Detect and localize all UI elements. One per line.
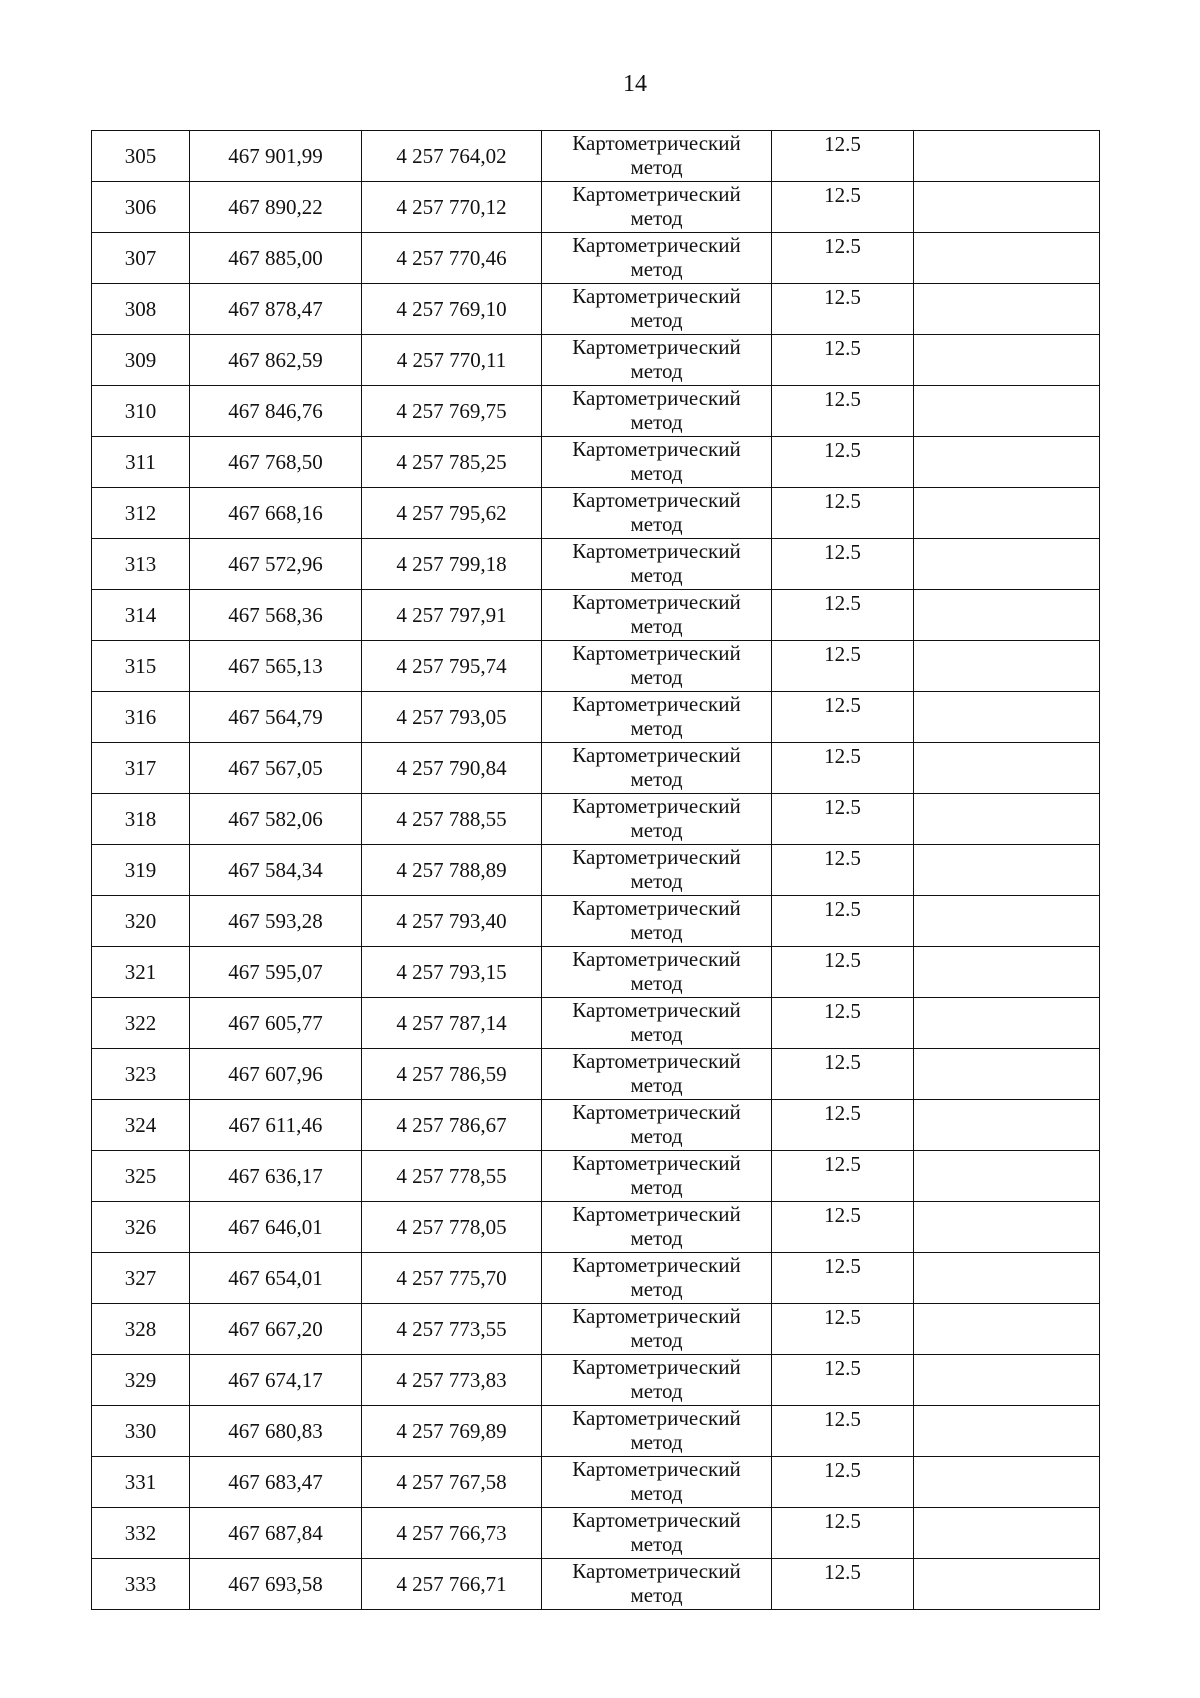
y-coordinate-cell: 4 257 788,89	[362, 845, 542, 896]
x-coordinate-cell: 467 607,96	[190, 1049, 362, 1100]
point-number-cell: 332	[92, 1508, 190, 1559]
point-number-cell: 317	[92, 743, 190, 794]
empty-cell	[914, 131, 1100, 182]
method-line-1: Картометрический	[572, 998, 741, 1022]
method-line-1: Картометрический	[572, 590, 741, 614]
method-line-2: метод	[630, 1532, 683, 1556]
y-coordinate-cell: 4 257 785,25	[362, 437, 542, 488]
empty-cell	[914, 743, 1100, 794]
method-cell	[542, 641, 772, 692]
y-coordinate-cell: 4 257 795,74	[362, 641, 542, 692]
accuracy-cell: 12.5	[772, 233, 914, 284]
method-cell	[542, 1355, 772, 1406]
y-coordinate-cell: 4 257 770,46	[362, 233, 542, 284]
method-line-1: Картометрический	[572, 1151, 741, 1175]
method-line-2: метод	[630, 1481, 683, 1505]
y-coordinate-cell: 4 257 790,84	[362, 743, 542, 794]
empty-cell	[914, 998, 1100, 1049]
point-number-cell: 330	[92, 1406, 190, 1457]
empty-cell	[914, 1253, 1100, 1304]
point-number-cell: 329	[92, 1355, 190, 1406]
method-line-1: Картометрический	[572, 1202, 741, 1226]
method-cell	[542, 1202, 772, 1253]
method-line-1: Картометрический	[572, 1508, 741, 1532]
table-row	[92, 1049, 1100, 1100]
accuracy-cell: 12.5	[772, 1304, 914, 1355]
table-row	[92, 998, 1100, 1049]
method-cell	[542, 488, 772, 539]
empty-cell	[914, 1100, 1100, 1151]
method-cell	[542, 590, 772, 641]
table-row	[92, 182, 1100, 233]
method-cell	[542, 539, 772, 590]
coordinates-table	[91, 130, 1100, 1610]
table-row	[92, 1508, 1100, 1559]
method-line-1: Картометрический	[572, 641, 741, 665]
method-line-2: метод	[630, 1379, 683, 1403]
accuracy-cell: 12.5	[772, 743, 914, 794]
y-coordinate-cell: 4 257 770,12	[362, 182, 542, 233]
empty-cell	[914, 386, 1100, 437]
table-row	[92, 743, 1100, 794]
point-number-cell: 328	[92, 1304, 190, 1355]
method-line-1: Картометрический	[572, 386, 741, 410]
point-number-cell: 333	[92, 1559, 190, 1610]
method-line-2: метод	[630, 1583, 683, 1607]
point-number-cell: 327	[92, 1253, 190, 1304]
x-coordinate-cell: 467 683,47	[190, 1457, 362, 1508]
method-line-1: Картометрический	[572, 1457, 741, 1481]
table-row	[92, 1457, 1100, 1508]
accuracy-cell: 12.5	[772, 386, 914, 437]
accuracy-cell: 12.5	[772, 845, 914, 896]
method-line-2: метод	[630, 1430, 683, 1454]
method-cell	[542, 743, 772, 794]
x-coordinate-cell: 467 593,28	[190, 896, 362, 947]
page-number: 14	[623, 71, 647, 97]
table-row	[92, 488, 1100, 539]
method-cell	[542, 1253, 772, 1304]
accuracy-cell: 12.5	[772, 182, 914, 233]
empty-cell	[914, 1406, 1100, 1457]
y-coordinate-cell: 4 257 786,59	[362, 1049, 542, 1100]
accuracy-cell: 12.5	[772, 1100, 914, 1151]
accuracy-cell: 12.5	[772, 1457, 914, 1508]
empty-cell	[914, 794, 1100, 845]
accuracy-cell: 12.5	[772, 947, 914, 998]
accuracy-cell: 12.5	[772, 794, 914, 845]
x-coordinate-cell: 467 568,36	[190, 590, 362, 641]
table-row	[92, 284, 1100, 335]
y-coordinate-cell: 4 257 797,91	[362, 590, 542, 641]
point-number-cell: 306	[92, 182, 190, 233]
point-number-cell: 311	[92, 437, 190, 488]
accuracy-cell: 12.5	[772, 1559, 914, 1610]
method-line-2: метод	[630, 1226, 683, 1250]
method-line-2: метод	[630, 869, 683, 893]
table-row	[92, 641, 1100, 692]
empty-cell	[914, 896, 1100, 947]
table-row	[92, 1406, 1100, 1457]
accuracy-cell: 12.5	[772, 1049, 914, 1100]
y-coordinate-cell: 4 257 788,55	[362, 794, 542, 845]
y-coordinate-cell: 4 257 793,40	[362, 896, 542, 947]
point-number-cell: 326	[92, 1202, 190, 1253]
empty-cell	[914, 1457, 1100, 1508]
y-coordinate-cell: 4 257 778,05	[362, 1202, 542, 1253]
x-coordinate-cell: 467 595,07	[190, 947, 362, 998]
x-coordinate-cell: 467 572,96	[190, 539, 362, 590]
x-coordinate-cell: 467 654,01	[190, 1253, 362, 1304]
x-coordinate-cell: 467 584,34	[190, 845, 362, 896]
accuracy-cell: 12.5	[772, 896, 914, 947]
y-coordinate-cell: 4 257 793,15	[362, 947, 542, 998]
accuracy-cell: 12.5	[772, 1151, 914, 1202]
y-coordinate-cell: 4 257 795,62	[362, 488, 542, 539]
x-coordinate-cell: 467 636,17	[190, 1151, 362, 1202]
method-line-1: Картометрический	[572, 1406, 741, 1430]
table-row	[92, 794, 1100, 845]
point-number-cell: 325	[92, 1151, 190, 1202]
accuracy-cell: 12.5	[772, 641, 914, 692]
y-coordinate-cell: 4 257 786,67	[362, 1100, 542, 1151]
method-cell	[542, 233, 772, 284]
empty-cell	[914, 692, 1100, 743]
empty-cell	[914, 233, 1100, 284]
table-row	[92, 692, 1100, 743]
method-cell	[542, 896, 772, 947]
method-line-2: метод	[630, 359, 683, 383]
method-line-1: Картометрический	[572, 947, 741, 971]
x-coordinate-cell: 467 878,47	[190, 284, 362, 335]
empty-cell	[914, 539, 1100, 590]
point-number-cell: 320	[92, 896, 190, 947]
empty-cell	[914, 947, 1100, 998]
method-line-1: Картометрический	[572, 335, 741, 359]
x-coordinate-cell: 467 646,01	[190, 1202, 362, 1253]
point-number-cell: 322	[92, 998, 190, 1049]
method-line-1: Картометрический	[572, 896, 741, 920]
method-line-2: метод	[630, 563, 683, 587]
method-cell	[542, 131, 772, 182]
table-row	[92, 1559, 1100, 1610]
accuracy-cell: 12.5	[772, 284, 914, 335]
table-row	[92, 1202, 1100, 1253]
method-line-1: Картометрический	[572, 233, 741, 257]
y-coordinate-cell: 4 257 767,58	[362, 1457, 542, 1508]
method-line-2: метод	[630, 257, 683, 281]
accuracy-cell: 12.5	[772, 1508, 914, 1559]
table-row	[92, 539, 1100, 590]
empty-cell	[914, 1049, 1100, 1100]
x-coordinate-cell: 467 680,83	[190, 1406, 362, 1457]
x-coordinate-cell: 467 862,59	[190, 335, 362, 386]
y-coordinate-cell: 4 257 769,75	[362, 386, 542, 437]
empty-cell	[914, 641, 1100, 692]
method-line-1: Картометрический	[572, 1304, 741, 1328]
y-coordinate-cell: 4 257 773,83	[362, 1355, 542, 1406]
coordinates-table-body	[92, 131, 1100, 1610]
table-row	[92, 590, 1100, 641]
accuracy-cell: 12.5	[772, 335, 914, 386]
table-row	[92, 1151, 1100, 1202]
method-line-1: Картометрический	[572, 1253, 741, 1277]
x-coordinate-cell: 467 605,77	[190, 998, 362, 1049]
x-coordinate-cell: 467 611,46	[190, 1100, 362, 1151]
method-line-2: метод	[630, 1022, 683, 1046]
point-number-cell: 307	[92, 233, 190, 284]
x-coordinate-cell: 467 564,79	[190, 692, 362, 743]
method-cell	[542, 1508, 772, 1559]
y-coordinate-cell: 4 257 769,10	[362, 284, 542, 335]
method-line-1: Картометрический	[572, 845, 741, 869]
method-line-1: Картометрический	[572, 1100, 741, 1124]
x-coordinate-cell: 467 885,00	[190, 233, 362, 284]
method-line-1: Картометрический	[572, 488, 741, 512]
method-line-2: метод	[630, 1073, 683, 1097]
x-coordinate-cell: 467 693,58	[190, 1559, 362, 1610]
method-line-1: Картометрический	[572, 539, 741, 563]
y-coordinate-cell: 4 257 769,89	[362, 1406, 542, 1457]
method-line-1: Картометрический	[572, 1559, 741, 1583]
table-row	[92, 1304, 1100, 1355]
empty-cell	[914, 437, 1100, 488]
point-number-cell: 318	[92, 794, 190, 845]
point-number-cell: 324	[92, 1100, 190, 1151]
method-line-1: Картометрический	[572, 284, 741, 308]
method-line-2: метод	[630, 665, 683, 689]
table-row	[92, 131, 1100, 182]
y-coordinate-cell: 4 257 778,55	[362, 1151, 542, 1202]
method-line-2: метод	[630, 308, 683, 332]
method-cell	[542, 947, 772, 998]
x-coordinate-cell: 467 567,05	[190, 743, 362, 794]
point-number-cell: 321	[92, 947, 190, 998]
method-line-1: Картометрический	[572, 131, 741, 155]
method-cell	[542, 284, 772, 335]
method-line-2: метод	[630, 767, 683, 791]
table-row	[92, 947, 1100, 998]
y-coordinate-cell: 4 257 775,70	[362, 1253, 542, 1304]
table-row	[92, 386, 1100, 437]
method-line-2: метод	[630, 1328, 683, 1352]
empty-cell	[914, 284, 1100, 335]
y-coordinate-cell: 4 257 770,11	[362, 335, 542, 386]
point-number-cell: 313	[92, 539, 190, 590]
x-coordinate-cell: 467 582,06	[190, 794, 362, 845]
method-line-2: метод	[630, 1124, 683, 1148]
point-number-cell: 315	[92, 641, 190, 692]
y-coordinate-cell: 4 257 799,18	[362, 539, 542, 590]
accuracy-cell: 12.5	[772, 998, 914, 1049]
method-line-2: метод	[630, 1175, 683, 1199]
empty-cell	[914, 1202, 1100, 1253]
x-coordinate-cell: 467 890,22	[190, 182, 362, 233]
point-number-cell: 316	[92, 692, 190, 743]
method-line-1: Картометрический	[572, 794, 741, 818]
method-line-2: метод	[630, 716, 683, 740]
method-line-2: метод	[630, 206, 683, 230]
point-number-cell: 319	[92, 845, 190, 896]
method-cell	[542, 437, 772, 488]
method-line-1: Картометрический	[572, 437, 741, 461]
method-line-1: Картометрический	[572, 692, 741, 716]
empty-cell	[914, 1151, 1100, 1202]
method-line-2: метод	[630, 1277, 683, 1301]
accuracy-cell: 12.5	[772, 1202, 914, 1253]
table-row	[92, 233, 1100, 284]
empty-cell	[914, 1559, 1100, 1610]
method-cell	[542, 182, 772, 233]
method-cell	[542, 1049, 772, 1100]
x-coordinate-cell: 467 674,17	[190, 1355, 362, 1406]
method-line-1: Картометрический	[572, 182, 741, 206]
point-number-cell: 314	[92, 590, 190, 641]
point-number-cell: 308	[92, 284, 190, 335]
point-number-cell: 309	[92, 335, 190, 386]
table-row	[92, 1100, 1100, 1151]
empty-cell	[914, 845, 1100, 896]
table-row	[92, 1355, 1100, 1406]
accuracy-cell: 12.5	[772, 437, 914, 488]
y-coordinate-cell: 4 257 766,71	[362, 1559, 542, 1610]
method-cell	[542, 692, 772, 743]
method-cell	[542, 1100, 772, 1151]
method-cell	[542, 335, 772, 386]
method-cell	[542, 1304, 772, 1355]
empty-cell	[914, 182, 1100, 233]
accuracy-cell: 12.5	[772, 1406, 914, 1457]
x-coordinate-cell: 467 768,50	[190, 437, 362, 488]
accuracy-cell: 12.5	[772, 590, 914, 641]
y-coordinate-cell: 4 257 787,14	[362, 998, 542, 1049]
accuracy-cell: 12.5	[772, 488, 914, 539]
point-number-cell: 310	[92, 386, 190, 437]
table-row	[92, 1253, 1100, 1304]
method-line-2: метод	[630, 614, 683, 638]
method-line-1: Картометрический	[572, 1049, 741, 1073]
y-coordinate-cell: 4 257 793,05	[362, 692, 542, 743]
table-row	[92, 335, 1100, 386]
y-coordinate-cell: 4 257 764,02	[362, 131, 542, 182]
method-cell	[542, 386, 772, 437]
point-number-cell: 331	[92, 1457, 190, 1508]
method-line-2: метод	[630, 920, 683, 944]
accuracy-cell: 12.5	[772, 692, 914, 743]
x-coordinate-cell: 467 687,84	[190, 1508, 362, 1559]
method-line-1: Картометрический	[572, 743, 741, 767]
method-line-2: метод	[630, 461, 683, 485]
point-number-cell: 305	[92, 131, 190, 182]
method-cell	[542, 1406, 772, 1457]
accuracy-cell: 12.5	[772, 1355, 914, 1406]
empty-cell	[914, 590, 1100, 641]
x-coordinate-cell: 467 667,20	[190, 1304, 362, 1355]
method-cell	[542, 998, 772, 1049]
method-line-2: метод	[630, 410, 683, 434]
method-line-2: метод	[630, 971, 683, 995]
x-coordinate-cell: 467 901,99	[190, 131, 362, 182]
method-line-2: метод	[630, 818, 683, 842]
method-cell	[542, 794, 772, 845]
method-cell	[542, 1151, 772, 1202]
y-coordinate-cell: 4 257 773,55	[362, 1304, 542, 1355]
accuracy-cell: 12.5	[772, 539, 914, 590]
method-line-2: метод	[630, 155, 683, 179]
method-line-1: Картометрический	[572, 1355, 741, 1379]
empty-cell	[914, 335, 1100, 386]
empty-cell	[914, 1508, 1100, 1559]
accuracy-cell: 12.5	[772, 131, 914, 182]
empty-cell	[914, 1355, 1100, 1406]
table-row	[92, 845, 1100, 896]
x-coordinate-cell: 467 846,76	[190, 386, 362, 437]
method-line-2: метод	[630, 512, 683, 536]
x-coordinate-cell: 467 565,13	[190, 641, 362, 692]
method-cell	[542, 1559, 772, 1610]
table-row	[92, 896, 1100, 947]
empty-cell	[914, 488, 1100, 539]
accuracy-cell: 12.5	[772, 1253, 914, 1304]
point-number-cell: 323	[92, 1049, 190, 1100]
point-number-cell: 312	[92, 488, 190, 539]
table-row	[92, 437, 1100, 488]
y-coordinate-cell: 4 257 766,73	[362, 1508, 542, 1559]
method-cell	[542, 845, 772, 896]
method-cell	[542, 1457, 772, 1508]
empty-cell	[914, 1304, 1100, 1355]
x-coordinate-cell: 467 668,16	[190, 488, 362, 539]
